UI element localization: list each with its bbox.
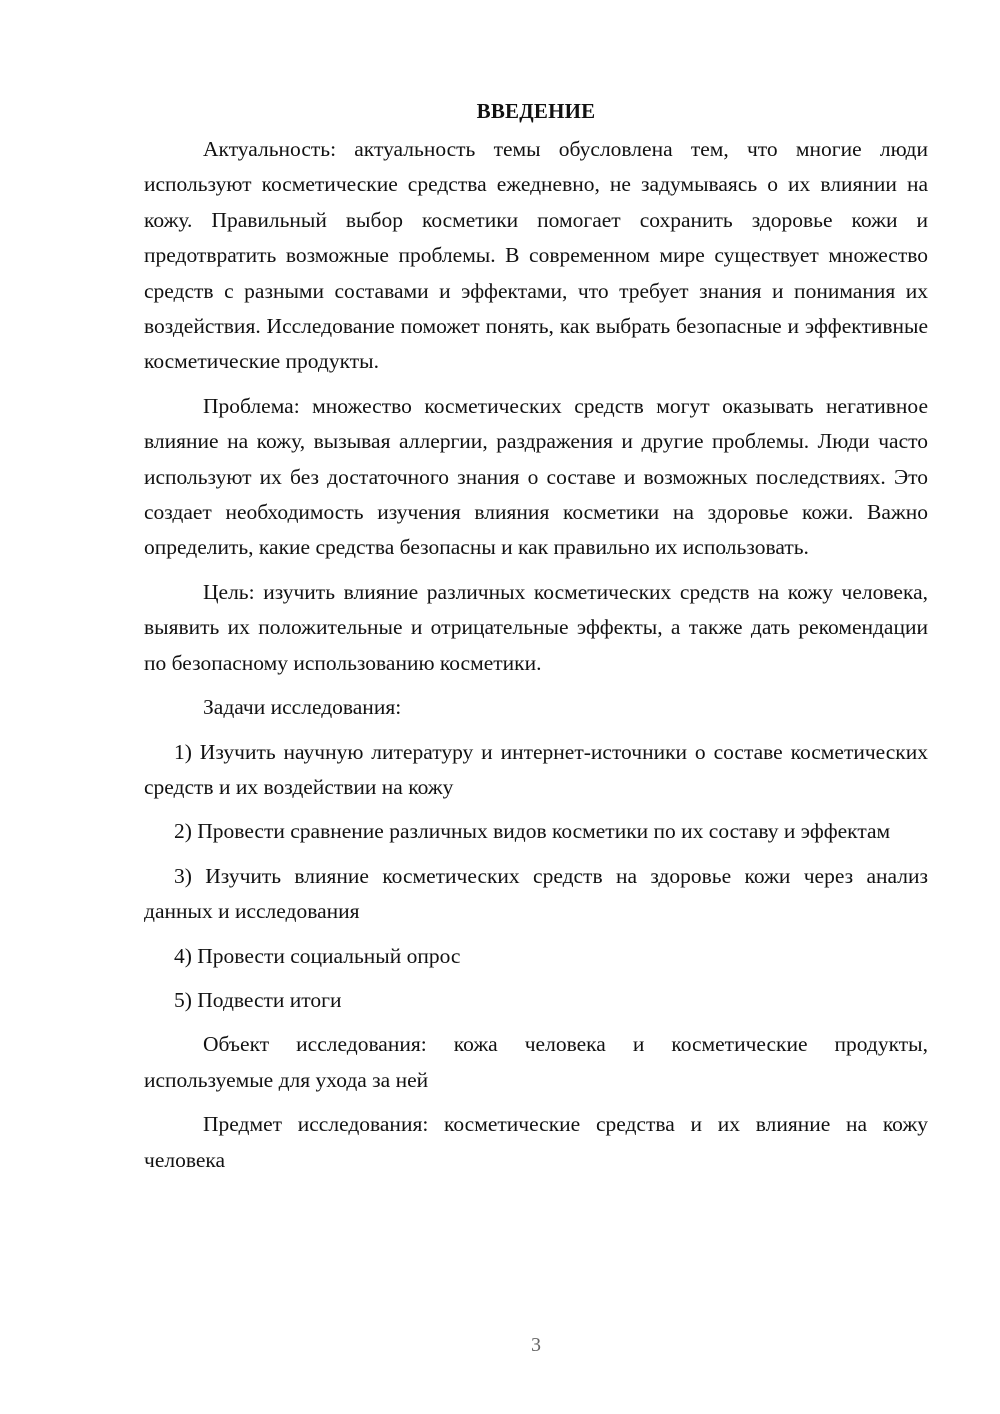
document-page: [144, 96, 928, 1187]
task-item-4: 4) Провести социальный опрос: [174, 943, 461, 968]
paragraph-goal: Цель: изучить влияние различных косметических средств на кожу человека, выявить их положительные и отрицательные эффекты, а также дать рекомендации по безопасному использованию косметики.: [144, 579, 928, 675]
paragraph-object: Объект исследования: кожа человека и косметические продукты, используемые для ухода за ней: [144, 1032, 928, 1092]
paragraph-tasks-heading: Задачи исследования:: [203, 695, 402, 720]
task-item-3: 3) Изучить влияние косметических средств на здоровье кожи через анализ данных и исследования: [144, 863, 928, 924]
task-item-5: 5) Подвести итоги: [174, 987, 342, 1012]
section-title: ВВЕДЕНИЕ: [476, 99, 596, 123]
page-number: 3: [531, 1334, 541, 1356]
task-item-2: 2) Провести сравнение различных видов косметики по их составу и эффектам: [174, 819, 891, 844]
paragraph-subject: Предмет исследования: косметические средства и их влияние на кожу человека: [144, 1112, 928, 1172]
task-item-1: 1) Изучить научную литературу и интернет-источники о составе косметических средств и их воздействии на кожу: [144, 739, 928, 799]
paragraph-relevance: Актуальность: актуальность темы обусловлена тем, что многие люди используют косметические средства ежедневно, не задумываясь о их влиянии на кожу. Правильный выбор косметики помогает сохранить здоровье кожи и предотвратить возможные проблемы. В современном мире существует множество средств с разными составами и эффектами, что требует знания и понимания их воздействия. Исследование поможет понять, как выбрать безопасные и эффективные косметические продукты.: [144, 137, 928, 374]
paragraph-problem: Проблема: множество косметических средств могут оказывать негативное влияние на кожу, вызывая аллергии, раздражения и другие проблемы. Люди часто используют их без достаточного знания о составе и возможных последствиях. Это создает необходимость изучения влияния косметики на здоровье кожи. Важно определить, какие средства безопасны и как правильно их использовать.: [144, 393, 928, 560]
